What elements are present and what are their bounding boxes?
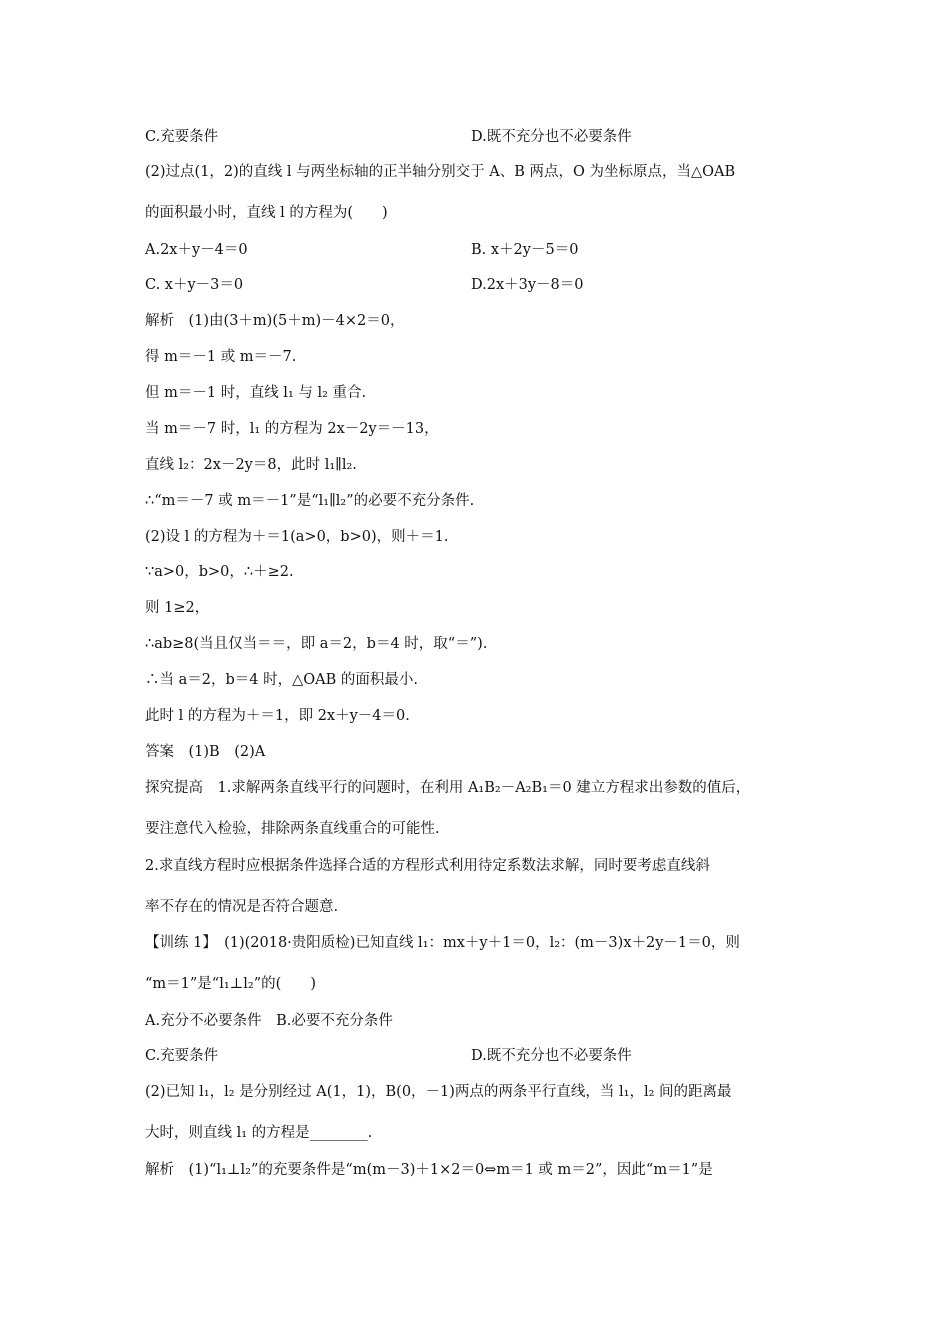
solution-line: 解析 (1)“l₁⊥l₂”的充要条件是“m(m－3)＋1×2＝0⇔m＝1 或 m＝2”，因此“m＝1”是 [145,1162,713,1178]
option-ab: A.充分不必要条件 B.必要不充分条件 [145,1013,393,1029]
option-c: C.充要条件 [145,129,219,145]
solution-line: 直线 l₂：2x－2y＝8，此时 l₁∥l₂. [145,457,357,473]
insight-line: 2.求直线方程时应根据条件选择合适的方程形式利用待定系数法求解，同时要考虑直线斜 [145,858,710,874]
option-c: C. x＋y－3＝0 [145,277,244,293]
solution-line: ∴“m＝－7 或 m＝－1”是“l₁∥l₂”的必要不充分条件. [145,493,475,509]
option-a: A.2x＋y－4＝0 [145,242,248,258]
insight-line: 率不存在的情况是否符合题意. [145,899,339,915]
question-2-line-1: (2)过点(1，2)的直线 l 与两坐标轴的正半轴分别交于 A、B 两点，O 为坐标原点，当△OAB [145,164,736,180]
answer-line: 答案 (1)B (2)A [145,744,266,760]
exercise-heading: 【训练 1】 (1)(2018·贵阳质检)已知直线 l₁：mx＋y＋1＝0，l₂：(m－3)x＋2y－1＝0，则 [145,935,740,951]
solution-line: 则 1≥2， [145,600,210,616]
option-c: C.充要条件 [145,1048,219,1064]
exercise-line: (2)已知 l₁，l₂ 是分别经过 A(1，1)，B(0，－1)两点的两条平行直线，当 l₁，l₂ 间的距离最 [145,1084,732,1100]
option-d: D.既不充分也不必要条件 [471,1048,632,1064]
solution-line: 得 m＝－1 或 m＝－7. [145,349,297,365]
solution-line: 解析 (1)由(3＋m)(5＋m)－4×2＝0， [145,313,405,329]
exercise-line: “m＝1”是“l₁⊥l₂”的( ) [145,976,316,992]
option-d: D.2x＋3y－8＝0 [471,277,584,293]
solution-line: ∵a>0，b>0，∴＋≥2. [145,564,294,580]
insight-line: 要注意代入检验，排除两条直线重合的可能性. [145,821,440,837]
solution-line: ∴当 a＝2，b＝4 时，△OAB 的面积最小. [145,672,418,688]
solution-line: (2)设 l 的方程为＋＝1(a>0，b>0)，则＋＝1. [145,529,449,545]
exercise-line: 大时，则直线 l₁ 的方程是________. [145,1125,373,1141]
solution-line: 但 m＝－1 时，直线 l₁ 与 l₂ 重合. [145,385,367,401]
option-d: D.既不充分也不必要条件 [471,129,632,145]
option-b: B. x＋2y－5＝0 [471,242,579,258]
solution-line: 此时 l 的方程为＋＝1，即 2x＋y－4＝0. [145,708,410,724]
question-2-line-2: 的面积最小时，直线 l 的方程为( ) [145,205,388,221]
solution-line: ∴ab≥8(当且仅当＝＝，即 a＝2，b＝4 时，取“＝”). [145,636,488,652]
insight-line: 探究提高 1.求解两条直线平行的问题时，在利用 A₁B₂－A₂B₁＝0 建立方程求出参数的值后， [145,780,751,796]
solution-line: 当 m＝－7 时，l₁ 的方程为 2x－2y＝－13， [145,421,439,437]
